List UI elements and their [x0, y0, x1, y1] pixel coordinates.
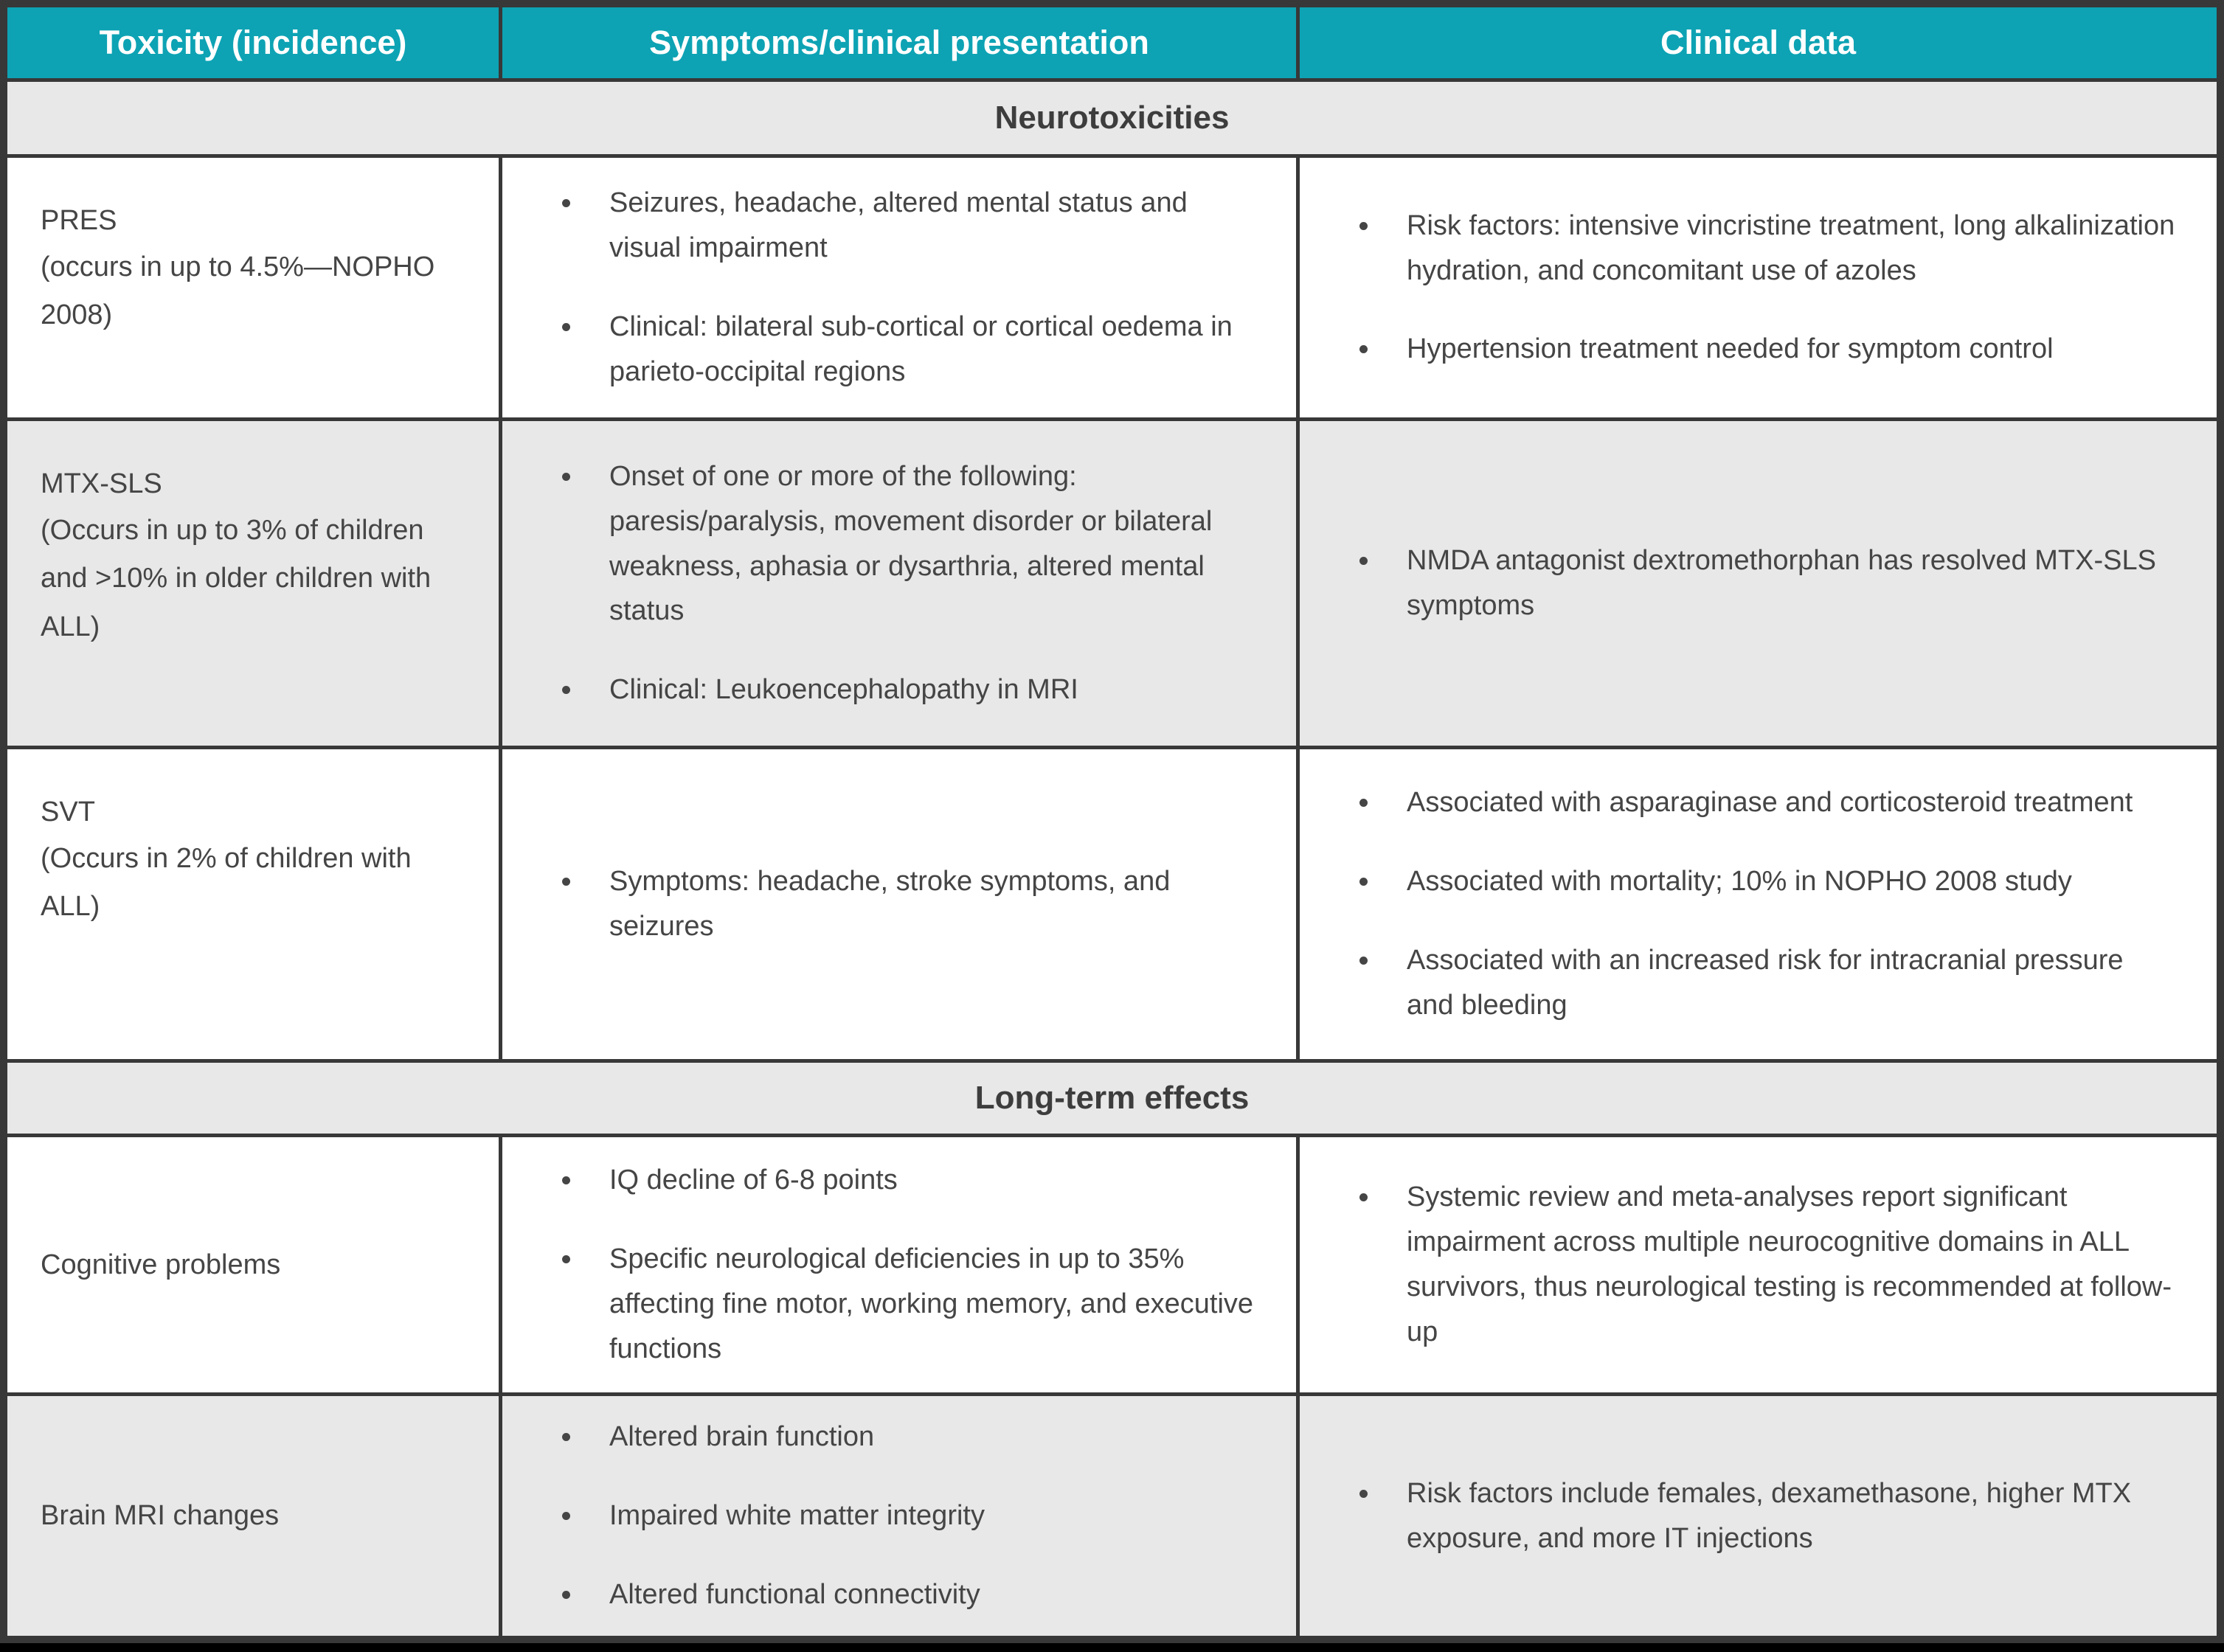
bullet-list [1333, 204, 2176, 372]
row-pres-toxicity-cell [7, 158, 499, 417]
toxicity-name: MTX-SLS [41, 468, 162, 499]
toxicity-name: PRES [41, 205, 117, 236]
column-header-toxicity: Toxicity (incidence) [7, 7, 499, 78]
row-cognitive-symptoms-cell [502, 1137, 1296, 1392]
bullet-list [1333, 538, 2176, 628]
toxicity-name: SVT [41, 796, 95, 827]
row-brainmri-symptoms-cell [502, 1396, 1296, 1636]
section-header-long-term-effects: Long-term effects [7, 1063, 2217, 1134]
toxicity-name: Brain MRI changes [41, 1500, 280, 1532]
bullet-item: Systemic review and meta-analyses report significant impairment across multiple neurocognitive domains in ALL survivors, thus neurological testing is recommended at follow-up [1354, 1175, 2176, 1354]
bullet-list [536, 1158, 1255, 1371]
bullet-list [1333, 1175, 2176, 1354]
bullet-item: Hypertension treatment needed for symptom control [1354, 327, 2176, 372]
bullet-item: Risk factors: intensive vincristine treatment, long alkalinization hydration, and concomitant use of azoles [1354, 204, 2176, 294]
bullet-list [536, 859, 1255, 949]
toxicity-incidence: (Occurs in 2% of children with ALL) [41, 842, 412, 923]
row-mtxsls-symptoms-cell [502, 421, 1296, 746]
column-header-clinical-data: Clinical data [1300, 7, 2217, 78]
bullet-list [1333, 780, 2176, 1027]
section-header-neurotoxicities: Neurotoxicities [7, 82, 2217, 154]
row-brainmri-toxicity-cell [7, 1396, 499, 1636]
bullet-item: NMDA antagonist dextromethorphan has resolved MTX-SLS symptoms [1354, 538, 2176, 628]
row-pres-clinical-cell [1300, 158, 2217, 417]
bullet-item: Specific neurological deficiencies in up to 35% affecting fine motor, working memory, and executive functions [556, 1237, 1255, 1371]
toxicity-incidence: (Occurs in up to 3% of children and >10% in older children with ALL) [41, 514, 432, 642]
row-brainmri-clinical-cell [1300, 1396, 2217, 1636]
bullet-item: Associated with asparaginase and corticosteroid treatment [1354, 780, 2176, 825]
row-pres-symptoms-cell [502, 158, 1296, 417]
bullet-item: Associated with mortality; 10% in NOPHO 2008 study [1354, 859, 2176, 904]
bullet-item: Symptoms: headache, stroke symptoms, and seizures [556, 859, 1255, 949]
row-svt-symptoms-cell [502, 749, 1296, 1059]
toxicity-incidence: (occurs in up to 4.5%—NOPHO 2008) [41, 251, 435, 331]
bullet-item: Associated with an increased risk for intracranial pressure and bleeding [1354, 938, 2176, 1028]
row-cognitive-toxicity-cell [7, 1137, 499, 1392]
bullet-item: Altered functional connectivity [556, 1572, 1255, 1617]
bullet-item: Clinical: Leukoencephalopathy in MRI [556, 667, 1255, 712]
toxicity-name: Cognitive problems [41, 1249, 281, 1280]
bullet-item: Onset of one or more of the following: paresis/paralysis, movement disorder or bilateral weakness, aphasia or dysarthria, altered mental status [556, 454, 1255, 634]
row-mtxsls-clinical-cell [1300, 421, 2217, 746]
bullet-list [536, 1415, 1255, 1617]
row-svt-toxicity-cell [7, 749, 499, 1059]
row-svt-clinical-cell [1300, 749, 2217, 1059]
bullet-item: Impaired white matter integrity [556, 1493, 1255, 1538]
bullet-list [536, 454, 1255, 712]
bullet-item: Altered brain function [556, 1415, 1255, 1460]
bullet-item: Seizures, headache, altered mental status and visual impairment [556, 181, 1255, 271]
row-cognitive-clinical-cell [1300, 1137, 2217, 1392]
bullet-list [1333, 1471, 2176, 1561]
bullet-item: IQ decline of 6-8 points [556, 1158, 1255, 1203]
row-mtxsls-toxicity-cell [7, 421, 499, 746]
column-header-symptoms: Symptoms/clinical presentation [502, 7, 1296, 78]
bullet-item: Clinical: bilateral sub-cortical or cortical oedema in parieto-occipital regions [556, 305, 1255, 395]
bullet-item: Risk factors include females, dexamethasone, higher MTX exposure, and more IT injections [1354, 1471, 2176, 1561]
bullet-list [536, 181, 1255, 394]
